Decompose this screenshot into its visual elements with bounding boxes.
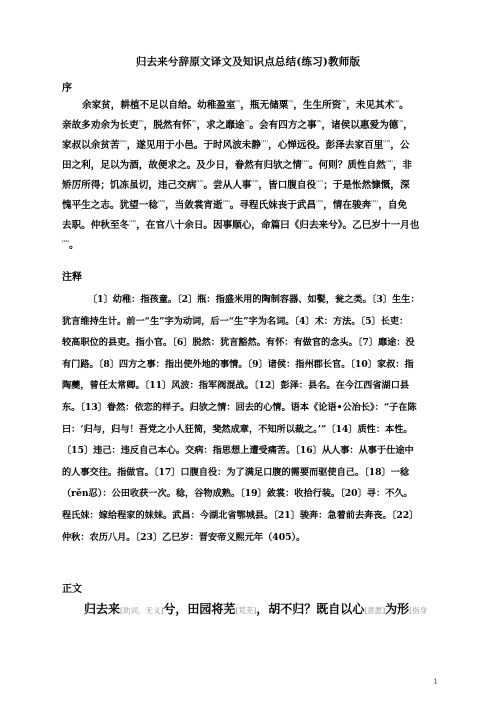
footnote-marker: ⁽⁹⁾ <box>398 120 404 126</box>
footnote-marker: ⁽⁶⁾ <box>191 120 197 126</box>
preface-line: 去职。仲秋至冬$^{^{(22)}}$，在官八十余日。因事顺心，命篇曰《归去来兮》。乙巳岁十一月也 <box>62 220 420 232</box>
document-title: 归去来兮辞原文译文及知识点总结(练习)教师版 <box>135 56 361 68</box>
note-line: 〔1〕幼稚：指孩童。〔2〕瓶：指盛米用的陶制容器、如甏，瓮之类。〔3〕生生： <box>88 294 420 305</box>
footnote-marker: ⁽¹⁹⁾ <box>222 200 230 206</box>
gloss-annotation: [指身 <box>409 606 428 615</box>
main-text-segment: 为形 <box>385 602 410 616</box>
footnote-marker: ⁽³⁾ <box>341 100 347 106</box>
footnote-marker: ⁽¹⁶⁾ <box>251 180 259 186</box>
footnote-marker: ⁽²³⁾ <box>62 240 70 246</box>
note-line: 陶夔，曾任太常卿。〔11〕风波：指军阀混战。〔12〕彭泽：县名。在今江西省湖口县 <box>62 380 410 392</box>
preface-line: 亲故多劝余为长吏$^{^{(5)}}$，脱然有怀$^{^{(6)}}$，求之靡途$^{^{(7)}}$。会有四方之事$^{^{(8)}}$，诸侯以惠爱为德$^{^{(9)}}$， <box>62 120 413 132</box>
footnote-marker: ⁽²¹⁾ <box>371 200 379 206</box>
preface-heading: 序 <box>62 83 72 94</box>
footnote-marker: ⁽¹¹⁾ <box>261 140 269 146</box>
preface-paragraph <box>62 93 434 253</box>
footnote-marker: ⁽⁵⁾ <box>138 120 144 126</box>
preface-line: 田之利，足以为酒，故便求之。及少日，眷然有归欤之情$^{^{(13)}}$。何则？质性自然$^{^{(14)}}$，非 <box>62 160 413 172</box>
main-text-segment: ，胡不归？既自以心 <box>256 602 365 616</box>
footnote-marker: ⁽⁸⁾ <box>316 120 322 126</box>
note-line: 较高职位的县吏。指小官。〔6〕脱然：犹言豁然。有怀：有做官的念头。〔7〕靡途：没 <box>62 337 415 349</box>
note-line: 的人事交往。指做官。〔17〕口腹自役：为了满足口腹的需要而驱使自己。〔18〕一稔 <box>62 466 410 478</box>
preface-line: 愧平生之志。犹望一稔$^{^{(18)}}$，当敛裳宵逝$^{^{(19)}}$。寻程氏妹丧于武昌$^{^{(20)}}$，情在骏奔$^{^{(21)}}$，自免 <box>62 200 408 212</box>
footnote-marker: ⁽²⁰⁾ <box>316 200 324 206</box>
note-line: 仲秋：农历八月。〔23〕乙巳岁：晋安帝义熙元年（405）。 <box>62 531 306 543</box>
notes-paragraph <box>62 289 434 548</box>
gloss-annotation: [荒芜] <box>235 606 257 615</box>
footnote-marker: ⁽²²⁾ <box>129 220 137 226</box>
footnote-marker: ⁽¹²⁾ <box>383 140 391 146</box>
main-text-segment: 归去来 <box>84 602 121 616</box>
gloss-annotation: [意愿] <box>364 606 386 615</box>
footnote-marker: ⁽¹⁸⁾ <box>157 200 166 206</box>
footnote-marker: ⁽¹⁾ <box>235 100 241 106</box>
preface-line: 家叔以余贫苦$^{^{(10)}}$，遂见用于小邑。于时风波未静$^{^{(11)}}$，心惮远役。彭泽去家百里$^{^{(12)}}$，公 <box>62 140 410 152</box>
note-line: 程氏妹：嫁给程家的妹妹。武昌：今湖北省鄂城县。〔21〕骏奔：急着前去奔丧。〔22〕 <box>62 509 419 521</box>
note-line: （rěn忍）：公田收获一次。稔，谷物成熟。〔19〕敛裳：收拾行装。〔20〕寻：不久。 <box>62 488 413 500</box>
footnote-marker: ⁽¹⁵⁾ <box>196 180 204 186</box>
main-text-line <box>62 598 442 622</box>
footnote-marker: ⁽¹⁷⁾ <box>316 180 324 186</box>
footnote-marker: ⁽¹⁰⁾ <box>119 140 127 146</box>
footnote-marker: ⁽¹⁴⁾ <box>385 160 393 166</box>
footnote-marker: ⁽⁷⁾ <box>244 120 250 126</box>
preface-line: 矫厉所得；饥冻虽切，违己交病$^{^{(15)}}$。尝从人事$^{^{(16)}}$，皆口腹自役$^{^{(17)}}$；于是怅然慷慨，深 <box>62 180 410 192</box>
note-line: 东。〔13〕眷然：依恋的样子。归欤之情：回去的心情。语本《论语•公冶长》：“子在陈 <box>62 401 417 413</box>
note-line: 曰：‘归与，归与！吾党之小人狂简，斐然成章，不知所以裁之。’”〔14〕质性：本性。 <box>62 423 413 435</box>
preface-line: 余家贫，耕植不足以自给。幼稚盈室$^{^{(1)}}$，瓶无储粟$^{^{(2)}}$，生生所资$^{^{(3)}}$，未见其术$^{^{(4)}}$。 <box>82 100 409 112</box>
footnote-marker: ⁽¹³⁾ <box>301 160 309 166</box>
page-number: 1 <box>433 678 438 686</box>
note-line: 〔15〕违己：违反自己本心。交病：指思想上遭受痛苦。〔16〕从人事：从事于仕途中 <box>62 445 414 457</box>
footnote-marker: ⁽²⁾ <box>288 100 294 106</box>
footnote-marker: ⁽⁴⁾ <box>394 100 400 106</box>
note-line: 犹言维持生计。前一“生”字为动词，后一“生”字为名词。〔4〕术：方法。〔5〕长吏： <box>62 315 409 327</box>
preface-line: $^{^{(23)}}$。 <box>62 240 79 252</box>
note-line: 有门路。〔8〕四方之事：指出使外地的事情。〔9〕诸侯：指州郡长官。〔10〕家叔：指 <box>62 358 414 370</box>
main-text-heading: 正文 <box>62 584 82 595</box>
notes-heading: 注释 <box>62 272 82 283</box>
gloss-annotation: [助词，无义] <box>120 606 164 615</box>
main-text-segment: 兮，田园将芜 <box>163 602 236 616</box>
